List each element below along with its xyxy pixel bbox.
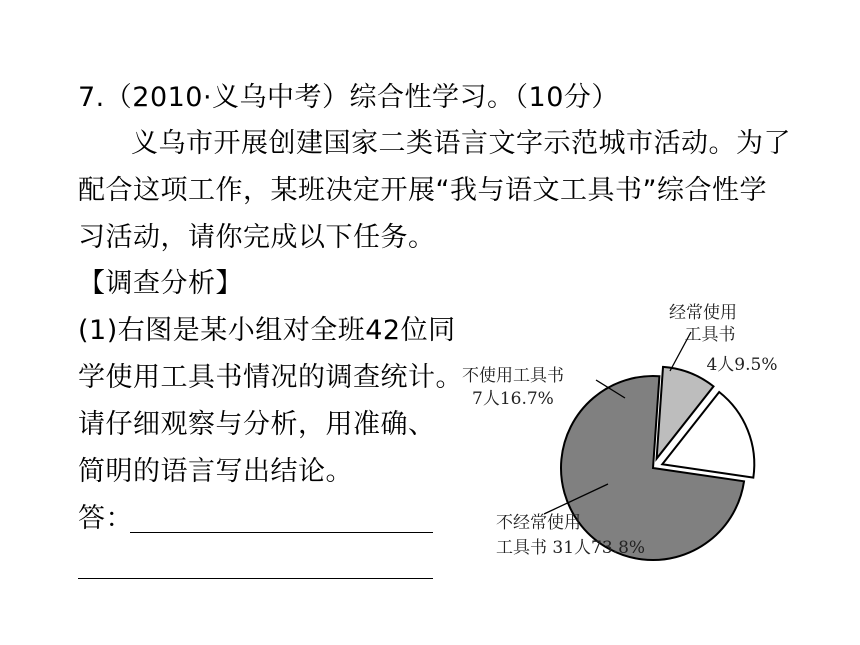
intro-line-3: 习活动，请你完成以下任务。 [78,222,436,253]
task-line-4: 简明的语言写出结论。 [78,456,353,487]
question-heading: 7.（2010·义乌中考）综合性学习。（10分） [78,82,619,113]
task-line-2: 学使用工具书情况的调查统计。 [78,362,463,393]
answer-blank-line-1[interactable] [130,532,433,533]
label-frequent-line-1: 经常使用 [669,303,737,323]
pie-chart [448,288,778,588]
label-frequent-line-3: 4人9.5% [706,355,778,375]
intro-line-1: 义乌市开展创建国家二类语言文字示范城市活动。为了 [131,128,791,159]
label-never-line-1: 不使用工具书 [462,366,564,386]
section-title: 【调查分析】 [78,268,243,299]
intro-line-2: 配合这项工作，某班决定开展“我与语文工具书”综合性学 [78,175,767,206]
label-never-line-2: 7人16.7% [472,389,554,409]
label-frequent-line-2: 工具书 [684,325,736,345]
task-line-1: (1)右图是某小组对全班42位同 [78,315,456,346]
task-line-3: 请仔细观察与分析，用准确、 [78,409,436,440]
pie-slices [561,367,754,560]
label-occasional-line-2: 工具书 31人73.8% [496,538,646,558]
answer-blank-line-2[interactable] [78,578,433,579]
label-occasional-line-1: 不经常使用 [496,513,581,533]
answer-label: 答： [78,503,133,534]
